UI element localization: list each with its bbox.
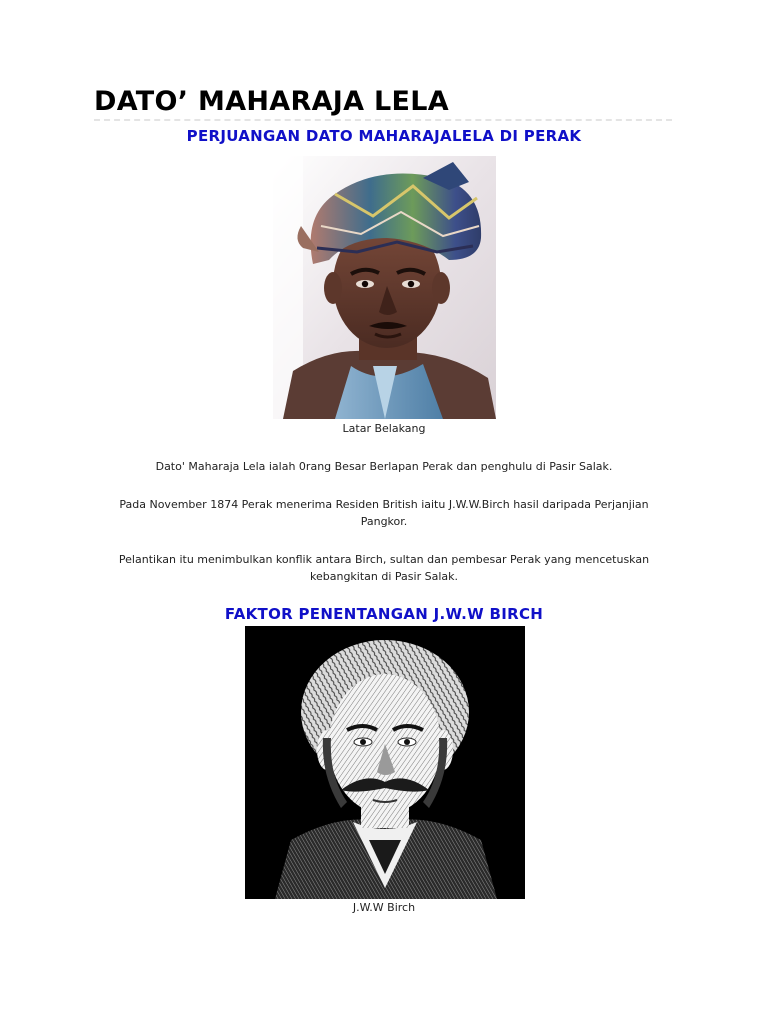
figure-caption-latar-belakang: Latar Belakang [342,422,426,435]
portrait-dato-maharaja-lela [273,156,496,419]
paragraph-1: Dato' Maharaja Lela ialah 0rang Besar Berlapan Perak dan penghulu di Pasir Salak. [155,460,613,473]
title-divider [94,119,672,121]
document-title: DATO’ MAHARAJA LELA [94,86,449,117]
document-subtitle: PERJUANGAN DATO MAHARAJALELA DI PERAK [186,127,582,145]
section-heading: FAKTOR PENENTANGAN J.W.W BIRCH [224,605,544,623]
paragraph-2: Pada November 1874 Perak menerima Residen British iaitu J.W.W.Birch hasil daripada Perjanjian Pangkor. [119,498,649,528]
paragraph-3: Pelantikan itu menimbulkan konflik antara Birch, sultan dan pembesar Perak yang mencetuskan kebangkitan di Pasir Salak. [118,553,650,583]
portrait-jww-birch [245,626,525,899]
figure-caption-birch: J.W.W Birch [352,901,416,914]
